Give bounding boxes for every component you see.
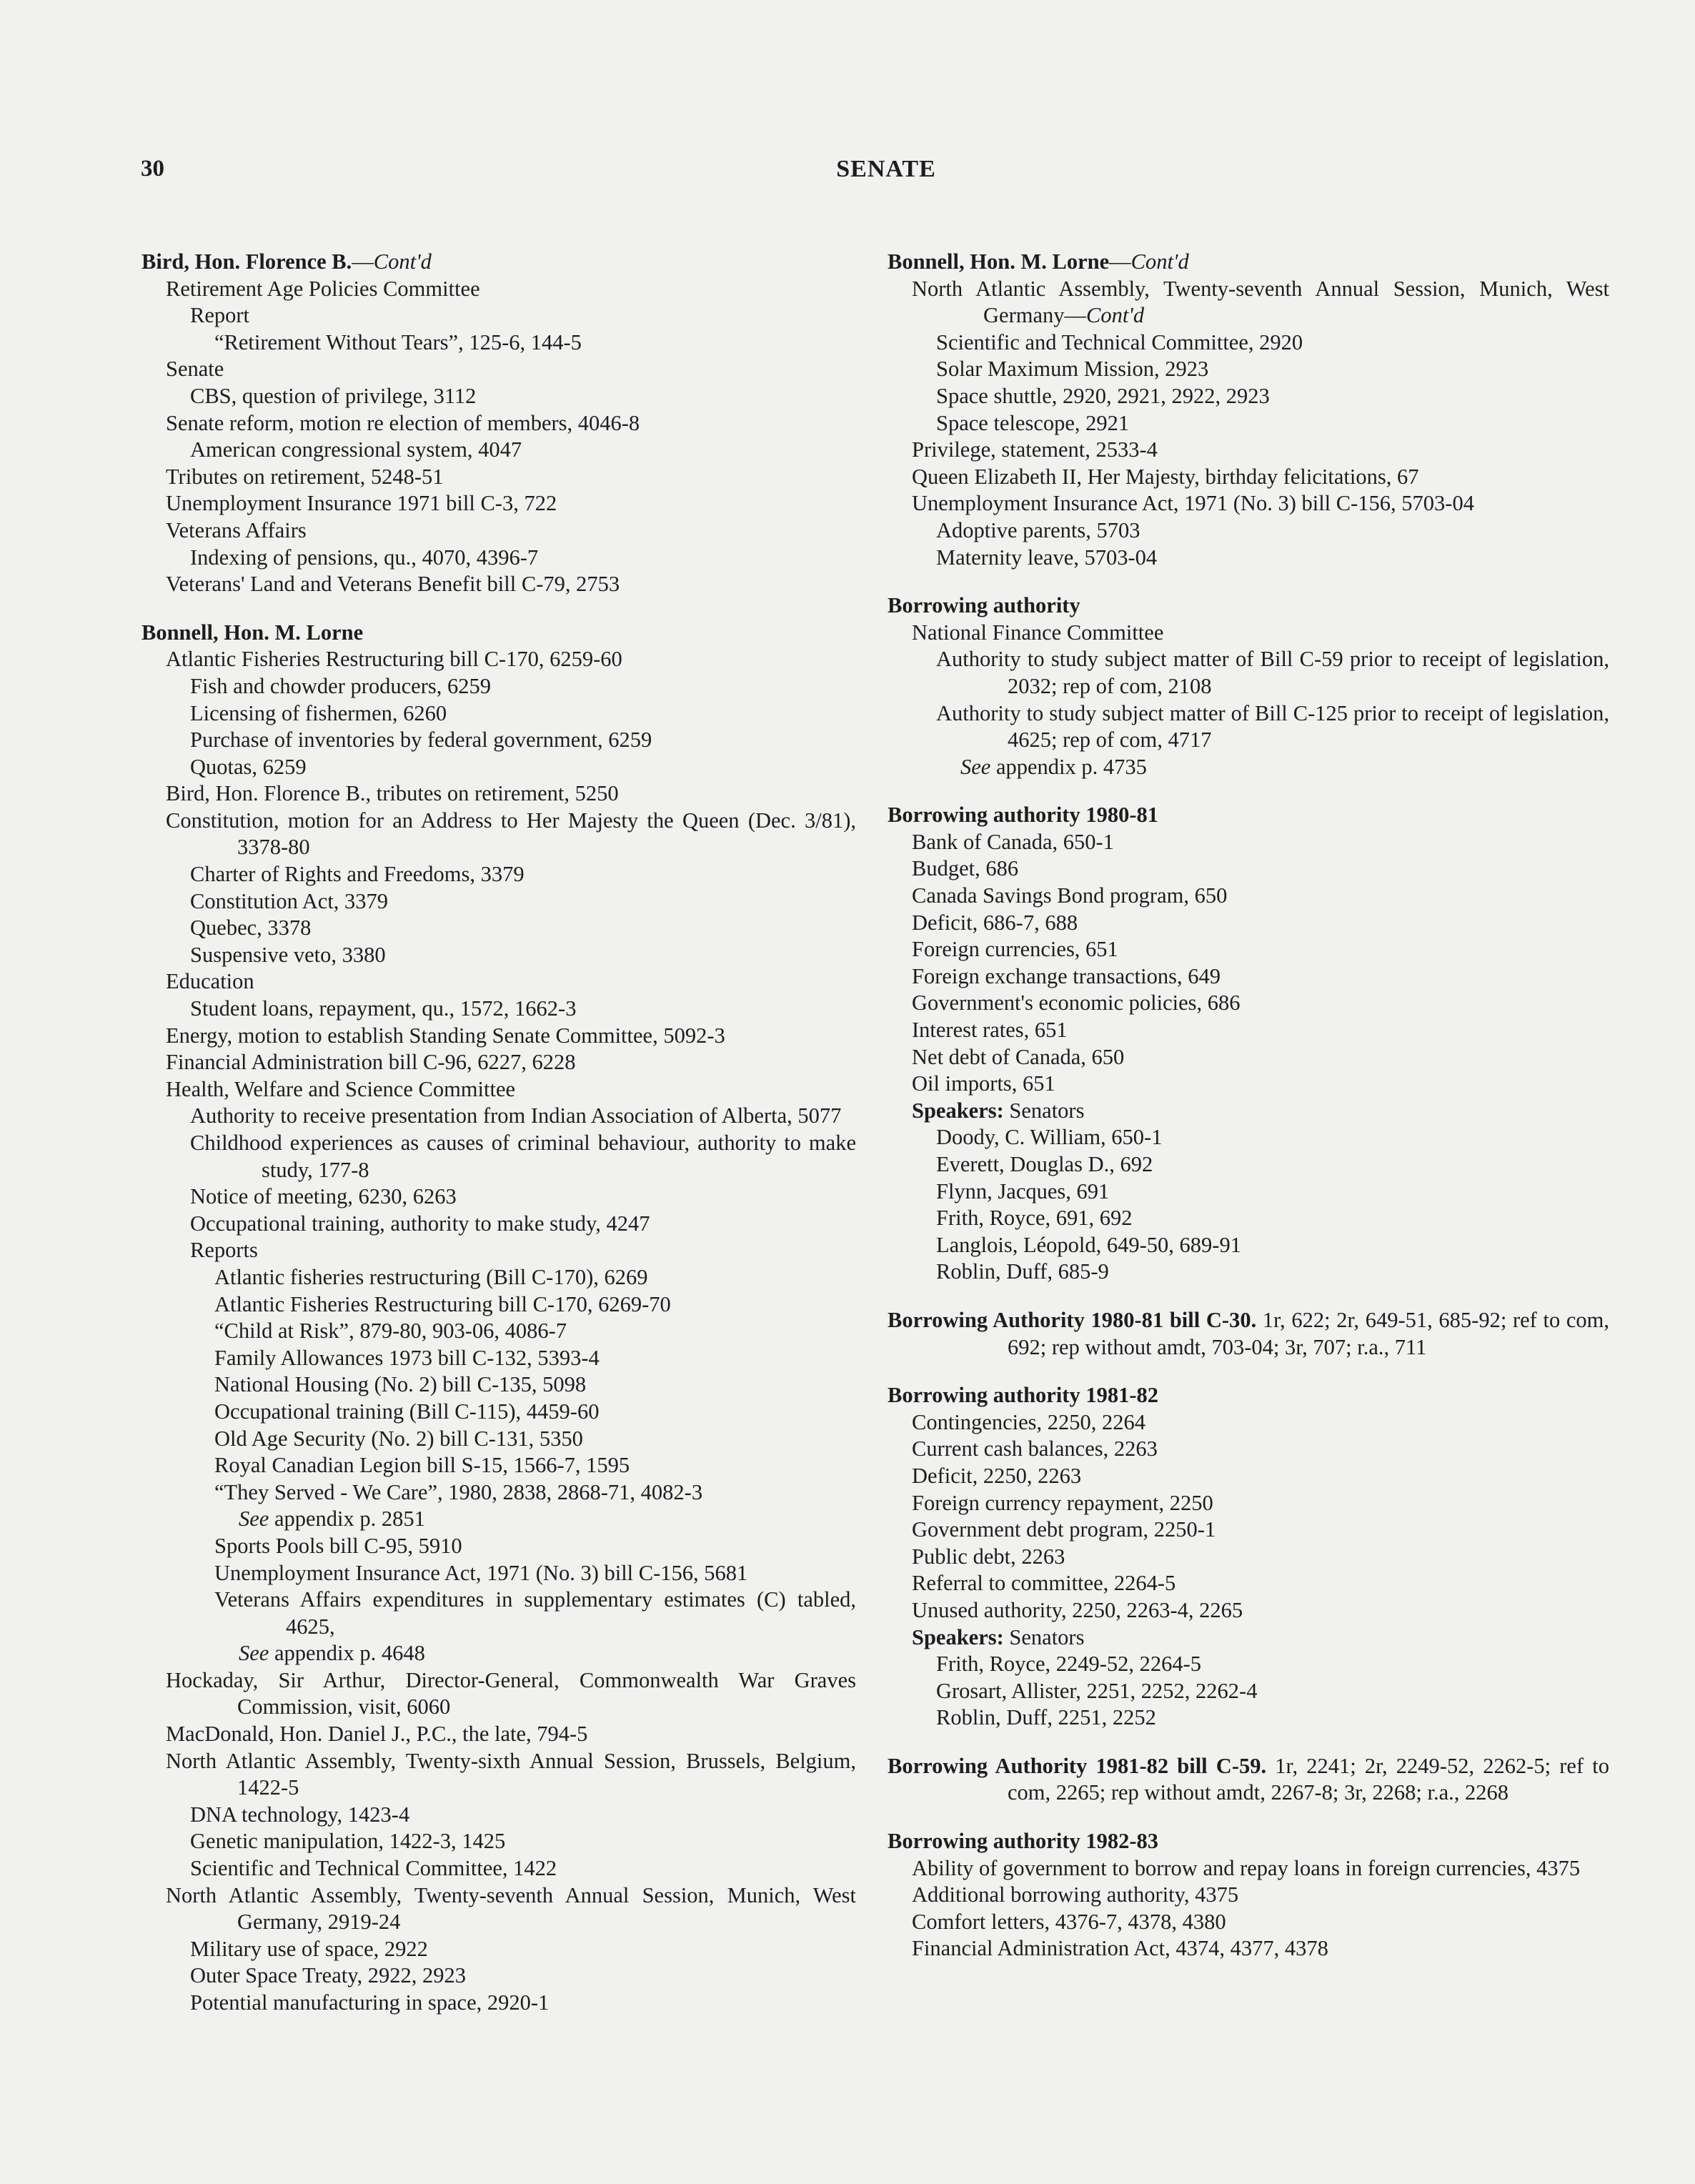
index-subentry (888, 1678, 1609, 1705)
page-title: SENATE (836, 156, 936, 182)
subentry-text: Constitution, motion for an Address to Her Majesty the Queen (Dec. 3/81), 3378-80 (166, 808, 856, 860)
index-subentry (141, 968, 856, 996)
subentry-text: DNA technology, 1423-4 (190, 1802, 410, 1827)
subentry-text: Authority to study subject matter of Bill C-59 prior to receipt of legislation, 2032; rep of com, 2108 (936, 647, 1609, 698)
index-subentry (888, 1151, 1609, 1178)
see-reference: See (960, 754, 991, 779)
subentry-text: Unemployment Insurance 1971 bill C-3, 722 (166, 491, 557, 516)
subentry-text: Additional borrowing authority, 4375 (912, 1882, 1239, 1907)
subentry-text: appendix p. 4648 (269, 1641, 425, 1666)
index-subentry (888, 963, 1609, 991)
subentry-text: Tributes on retirement, 5248-51 (166, 464, 444, 489)
index-subentry (888, 1517, 1609, 1544)
index-subentry (888, 1624, 1609, 1652)
index-subentry (141, 1345, 856, 1372)
index-subentry (888, 1490, 1609, 1517)
subentry-text: Net debt of Canada, 650 (912, 1044, 1125, 1069)
index-subentry (888, 1597, 1609, 1624)
subentry-text: “Retirement Without Tears”, 125-6, 144-5 (214, 329, 582, 354)
index-subentry (141, 1587, 856, 1640)
subentry-text: Interest rates, 651 (912, 1018, 1068, 1043)
index-subentry (141, 276, 856, 303)
subentry-text: Senate (166, 357, 224, 382)
subentry-text: Atlantic Fisheries Restructuring bill C-170, 6259-60 (166, 647, 622, 672)
subentry-text: Family Allowances 1973 bill C-132, 5393-4 (214, 1345, 600, 1370)
subentry-text: Solar Maximum Mission, 2923 (936, 357, 1209, 382)
entry-heading: Borrowing Authority 1981-82 bill C-59. (888, 1753, 1267, 1778)
index-entry (888, 592, 1609, 780)
index-subentry (141, 383, 856, 410)
index-subentry (888, 383, 1609, 410)
subentry-text: Bird, Hon. Florence B., tributes on retirement, 5250 (166, 781, 619, 806)
subentry-text: Space telescope, 2921 (936, 410, 1130, 435)
index-subentry (141, 915, 856, 942)
index-subentry (141, 754, 856, 781)
subentry-text: Senators (1003, 1098, 1085, 1123)
index-subentry (141, 410, 856, 437)
subentry-text: Sports Pools bill C-95, 5910 (214, 1533, 462, 1558)
subentry-text: Government's economic policies, 686 (912, 991, 1241, 1016)
subentry-text: Licensing of fishermen, 6260 (190, 700, 447, 725)
entry-heading-line (888, 1753, 1609, 1807)
subentry-text: Roblin, Duff, 685-9 (936, 1259, 1109, 1284)
subentry-text: Financial Administration Act, 4374, 4377, 4378 (912, 1936, 1328, 1961)
subentry-text: Old Age Security (No. 2) bill C-131, 5350 (214, 1426, 583, 1451)
index-subentry (888, 356, 1609, 383)
index-subentry (888, 1909, 1609, 1936)
entry-heading-line (888, 1382, 1609, 1409)
index-subentry (888, 1205, 1609, 1232)
subentry-text: Bank of Canada, 650-1 (912, 829, 1114, 854)
subentry-text: Deficit, 686-7, 688 (912, 910, 1078, 935)
index-subentry (141, 888, 856, 915)
subentry-text: Genetic manipulation, 1422-3, 1425 (190, 1829, 506, 1854)
index-subentry (888, 490, 1609, 517)
entry-heading: Borrowing authority 1980-81 (888, 803, 1158, 828)
index-subentry (888, 1935, 1609, 1962)
subentry-text: Roblin, Duff, 2251, 2252 (936, 1705, 1156, 1730)
index-subentry (141, 1023, 856, 1050)
subentry-text: “Child at Risk”, 879-80, 903-06, 4086-7 (214, 1319, 567, 1344)
subentry-text: Purchase of inventories by federal government, 6259 (190, 728, 652, 753)
subentry-text: Adoptive parents, 5703 (936, 517, 1140, 542)
index-subentry (141, 1533, 856, 1560)
speakers-label: Speakers: (912, 1098, 1004, 1123)
index-subentry (141, 1318, 856, 1345)
index-entry (141, 249, 856, 598)
entry-heading-line (888, 802, 1609, 829)
index-subentry (141, 1640, 856, 1667)
subentry-text: Occupational training (Bill C-115), 4459-60 (214, 1399, 600, 1424)
index-subentry (888, 545, 1609, 572)
subentry-text: Senate reform, motion re election of members, 4046-8 (166, 410, 640, 435)
index-subentry (888, 1044, 1609, 1071)
entry-heading-line: Bonnell, Hon. M. Lorne—Cont'd (888, 249, 1189, 274)
entry-heading: Borrowing authority (888, 593, 1080, 618)
subentry-text: Quotas, 6259 (190, 754, 307, 779)
contd-mark: Cont'd (1130, 249, 1189, 274)
subentry-text: Fish and chowder producers, 6259 (190, 673, 491, 698)
index-subentry (141, 464, 856, 491)
index-subentry (888, 829, 1609, 856)
index-entry (888, 1753, 1609, 1807)
index-subentry (141, 1076, 856, 1103)
subentry-text: Referral to committee, 2264-5 (912, 1571, 1176, 1596)
index-subentry (888, 883, 1609, 910)
index-subentry (888, 754, 1609, 781)
left-column (141, 249, 856, 2038)
index-subentry (888, 1409, 1609, 1436)
index-subentry (141, 780, 856, 808)
index-subentry (888, 1017, 1609, 1044)
index-subentry (141, 1936, 856, 1963)
index-subentry (141, 942, 856, 969)
subentry-text: National Housing (No. 2) bill C-135, 5098 (214, 1372, 587, 1397)
index-subentry (141, 700, 856, 728)
see-reference: See (239, 1641, 269, 1666)
index-subentry (141, 673, 856, 700)
subentry-text: appendix p. 2851 (269, 1507, 425, 1532)
subentry-text: Frith, Royce, 2249-52, 2264-5 (936, 1652, 1202, 1677)
see-reference: See (239, 1507, 269, 1532)
index-subentry (888, 990, 1609, 1017)
entry-heading: Borrowing authority 1981-82 (888, 1383, 1158, 1408)
index-entry (888, 802, 1609, 1286)
index-subentry (141, 1721, 856, 1748)
index-subentry (141, 1560, 856, 1587)
index-subentry (888, 1855, 1609, 1882)
entry-heading-line: Bird, Hon. Florence B.—Cont'd (141, 249, 432, 274)
index-subentry (888, 646, 1609, 700)
subentry-text: Unemployment Insurance Act, 1971 (No. 3) bill C-156, 5681 (214, 1560, 748, 1585)
entry-refs: 1r, 622; 2r, 649-51, 685-92; ref to com, 692; rep without amdt, 703-04; 3r, 707; r.a., 711 (1008, 1307, 1610, 1359)
index-subentry (888, 855, 1609, 883)
subentry-text: Grosart, Allister, 2251, 2252, 2262-4 (936, 1678, 1258, 1703)
subentry-text: Foreign exchange transactions, 649 (912, 963, 1221, 988)
subentry-text: Reports (190, 1238, 258, 1263)
subentry-text: Potential manufacturing in space, 2920-1 (190, 1990, 550, 2015)
subentry-text: Everett, Douglas D., 692 (936, 1152, 1153, 1176)
index-subentry (888, 1651, 1609, 1678)
subentry-text: Unused authority, 2250, 2263-4, 2265 (912, 1597, 1243, 1622)
index-subentry (141, 490, 856, 517)
index-subentry (141, 1962, 856, 1990)
index-subentry (141, 1452, 856, 1479)
index-subentry (141, 356, 856, 383)
subentry-text: Oil imports, 651 (912, 1071, 1055, 1096)
subentry-text: Hockaday, Sir Arthur, Director-General, Commonwealth War Graves Commission, visit, 6060 (166, 1667, 856, 1719)
index-subentry (141, 1371, 856, 1399)
index-subentry (141, 1049, 856, 1076)
entry-heading: Borrowing Authority 1980-81 bill C-30. (888, 1307, 1257, 1332)
subentry-text: Authority to study subject matter of Bill C-125 prior to receipt of legislation, 4625; rep of com, 4717 (936, 700, 1609, 753)
subentry-text: Childhood experiences as causes of criminal behaviour, authority to make study, 177-8 (190, 1131, 856, 1182)
subentry-text: Atlantic Fisheries Restructuring bill C-170, 6269-70 (214, 1291, 671, 1316)
contd-mark: Cont'd (373, 249, 432, 274)
subentry-text: Constitution Act, 3379 (190, 888, 389, 913)
index-subentry (141, 302, 856, 329)
subentry-text: Queen Elizabeth II, Her Majesty, birthday felicitations, 67 (912, 464, 1419, 489)
subentry-text: Government debt program, 2250-1 (912, 1517, 1216, 1542)
index-subentry (888, 1436, 1609, 1463)
index-subentry (888, 1071, 1609, 1098)
index-subentry (141, 1237, 856, 1264)
index-subentry (141, 1667, 856, 1721)
index-subentry (141, 1426, 856, 1453)
index-subentry (141, 996, 856, 1023)
index-entry (141, 620, 856, 2017)
index-subentry (888, 910, 1609, 937)
subentry-text: Privilege, statement, 2533-4 (912, 437, 1158, 462)
entry-heading: Bonnell, Hon. M. Lorne (888, 249, 1110, 274)
subentry-text: Frith, Royce, 691, 692 (936, 1206, 1133, 1231)
subentry-text: Langlois, Léopold, 649-50, 689-91 (936, 1232, 1241, 1257)
entry-heading-line (888, 1307, 1609, 1361)
subentry-text: Unemployment Insurance Act, 1971 (No. 3) bill C-156, 5703-04 (912, 491, 1474, 516)
index-subentry (141, 517, 856, 545)
index-subentry (141, 437, 856, 464)
subentry-text: “They Served - We Care”, 1980, 2838, 2868-71, 4082-3 (214, 1479, 703, 1504)
index-subentry (141, 571, 856, 598)
index-subentry (888, 1178, 1609, 1206)
entry-heading: Bird, Hon. Florence B. (141, 249, 352, 274)
index-subentry (141, 1479, 856, 1507)
index-subentry (888, 1544, 1609, 1571)
subentry-text: Report (190, 303, 250, 328)
subentry-text: Maternity leave, 5703-04 (936, 545, 1158, 570)
subentry-text: Education (166, 969, 254, 994)
subentry-text: Student loans, repayment, qu., 1572, 1662-3 (190, 996, 577, 1021)
index-subentry (141, 1882, 856, 1936)
subentry-text: Financial Administration bill C-96, 6227, 6228 (166, 1050, 576, 1075)
index-subentry (888, 1259, 1609, 1286)
index-subentry (141, 329, 856, 357)
subentry-text: Comfort letters, 4376-7, 4378, 4380 (912, 1909, 1226, 1934)
index-subentry (141, 861, 856, 888)
index-subentry (888, 1463, 1609, 1490)
contd-mark: Cont'd (1085, 303, 1145, 328)
subentry-text: North Atlantic Assembly, Twenty-seventh Annual Session, Munich, West Germany— (912, 276, 1609, 328)
index-subentry (888, 1124, 1609, 1151)
subentry-text: Military use of space, 2922 (190, 1936, 428, 1961)
speakers-label: Speakers: (912, 1624, 1004, 1649)
index-subentry (141, 1291, 856, 1319)
subentry-text: Royal Canadian Legion bill S-15, 1566-7, 1595 (214, 1453, 630, 1478)
subentry-text: Veterans' Land and Veterans Benefit bill C-79, 2753 (166, 572, 620, 597)
entry-heading: Borrowing authority 1982-83 (888, 1829, 1158, 1854)
subentry-text: North Atlantic Assembly, Twenty-sixth Annual Session, Brussels, Belgium, 1422-5 (166, 1748, 856, 1800)
index-subentry (141, 1990, 856, 2017)
index-subentry (888, 1232, 1609, 1259)
index-entry (888, 1307, 1609, 1361)
subentry-text: Energy, motion to establish Standing Senate Committee, 5092-3 (166, 1023, 725, 1048)
index-subentry (888, 437, 1609, 464)
entry-heading: Bonnell, Hon. M. Lorne (141, 620, 364, 645)
subentry-text: Retirement Age Policies Committee (166, 276, 480, 301)
page-number: 30 (141, 156, 164, 182)
subentry-text: Veterans Affairs (166, 517, 307, 542)
index-subentry (141, 545, 856, 572)
index-subentry (888, 1882, 1609, 1909)
index-subentry (888, 936, 1609, 963)
entry-heading-line (888, 592, 1609, 620)
index-subentry (141, 646, 856, 673)
subentry-text: CBS, question of privilege, 3112 (190, 383, 477, 408)
subentry-text: Notice of meeting, 6230, 6263 (190, 1184, 457, 1209)
subentry-text: Canada Savings Bond program, 650 (912, 883, 1228, 908)
subentry-text: Quebec, 3378 (190, 915, 312, 940)
index-subentry (141, 727, 856, 754)
index-subentry (888, 517, 1609, 545)
index-subentry (888, 410, 1609, 437)
index-subentry (888, 276, 1609, 329)
subentry-text: Health, Welfare and Science Committee (166, 1076, 516, 1101)
subentry-text: Veterans Affairs expenditures in supplementary estimates (C) tabled, 4625, (214, 1587, 856, 1639)
subentry-text: Contingencies, 2250, 2264 (912, 1409, 1145, 1434)
index-subentry (141, 808, 856, 861)
subentry-text: Space shuttle, 2920, 2921, 2922, 2923 (936, 383, 1270, 408)
index-subentry (888, 1704, 1609, 1732)
subentry-text: Atlantic fisheries restructuring (Bill C-170), 6269 (214, 1264, 648, 1289)
index-subentry (141, 1264, 856, 1291)
index-subentry (141, 1506, 856, 1533)
index-subentry (141, 1802, 856, 1829)
subentry-text: Senators (1003, 1624, 1085, 1649)
subentry-text: Deficit, 2250, 2263 (912, 1463, 1082, 1488)
subentry-text: National Finance Committee (912, 620, 1164, 645)
index-entry (888, 1382, 1609, 1732)
index-subentry (141, 1183, 856, 1211)
subentry-text: North Atlantic Assembly, Twenty-seventh Annual Session, Munich, West Germany, 2919-24 (166, 1882, 856, 1935)
subentry-text: American congressional system, 4047 (190, 437, 522, 462)
index-subentry (141, 1211, 856, 1238)
subentry-text: Budget, 686 (912, 856, 1019, 881)
subentry-text: Scientific and Technical Committee, 1422 (190, 1856, 557, 1881)
subentry-text: Flynn, Jacques, 691 (936, 1178, 1110, 1203)
index-subentry (888, 620, 1609, 647)
subentry-text: appendix p. 4735 (990, 754, 1147, 779)
entry-heading-line (888, 1828, 1609, 1855)
subentry-text: Public debt, 2263 (912, 1544, 1065, 1569)
index-subentry (888, 1098, 1609, 1125)
index-subentry (141, 1130, 856, 1183)
subentry-text: Charter of Rights and Freedoms, 3379 (190, 862, 525, 887)
index-subentry (141, 1748, 856, 1802)
index-subentry (141, 1855, 856, 1882)
subentry-text: Occupational training, authority to make study, 4247 (190, 1211, 650, 1236)
index-subentry (888, 1570, 1609, 1597)
index-subentry (141, 1103, 856, 1130)
entry-refs: 1r, 2241; 2r, 2249-52, 2262-5; ref to com, 2265; rep without amdt, 2267-8; 3r, 2268; r.a., 2268 (1008, 1753, 1609, 1805)
right-column (888, 249, 1609, 1984)
subentry-text: Foreign currency repayment, 2250 (912, 1490, 1213, 1515)
subentry-text: Suspensive veto, 3380 (190, 942, 386, 967)
index-subentry (888, 700, 1609, 754)
subentry-text: Ability of government to borrow and repay loans in foreign currencies, 4375 (912, 1855, 1581, 1880)
subentry-text: Current cash balances, 2263 (912, 1436, 1158, 1461)
index-subentry (141, 1828, 856, 1855)
subentry-text: Outer Space Treaty, 2922, 2923 (190, 1963, 467, 1988)
index-entry (888, 249, 1609, 571)
index-subentry (888, 329, 1609, 357)
index-subentry (888, 464, 1609, 491)
subentry-text: Foreign currencies, 651 (912, 937, 1118, 962)
index-subentry (141, 1399, 856, 1426)
subentry-text: MacDonald, Hon. Daniel J., P.C., the late, 794-5 (166, 1722, 588, 1747)
subentry-text: Doody, C. William, 650-1 (936, 1125, 1163, 1150)
index-entry (888, 1828, 1609, 1962)
subentry-text: Scientific and Technical Committee, 2920 (936, 329, 1303, 354)
entry-heading-line (141, 620, 856, 647)
subentry-text: Authority to receive presentation from Indian Association of Alberta, 5077 (190, 1103, 842, 1128)
subentry-text: Indexing of pensions, qu., 4070, 4396-7 (190, 545, 539, 570)
